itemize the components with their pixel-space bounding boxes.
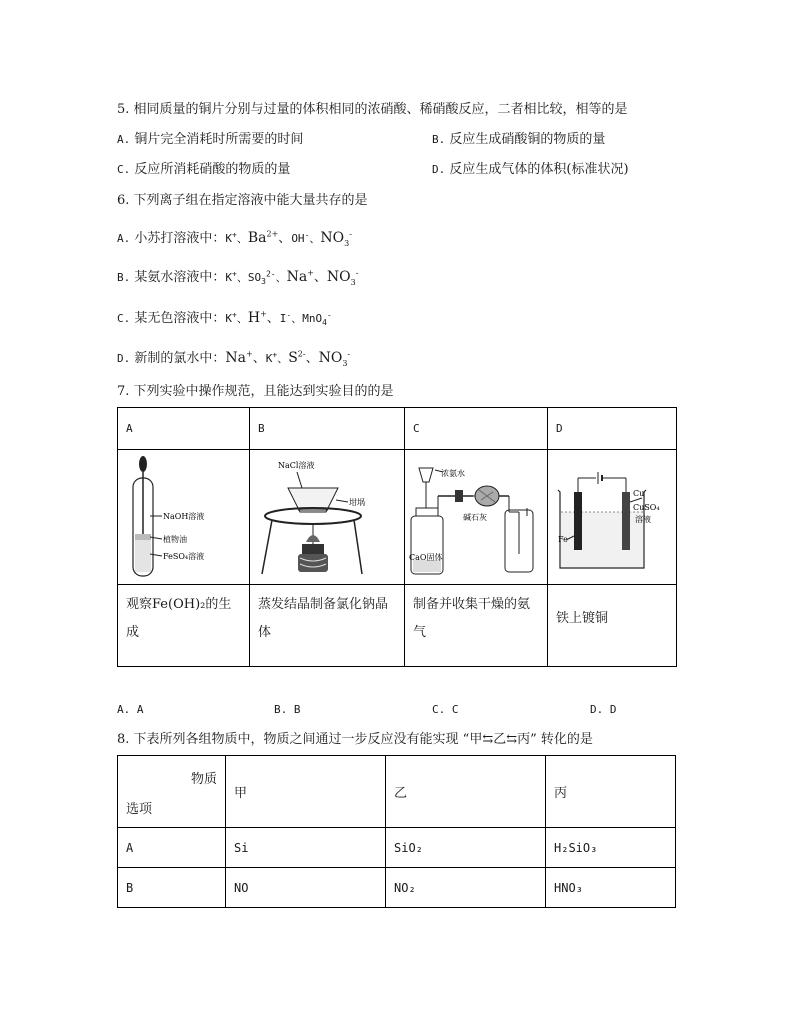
q6-option-b: B. 某氨水溶液中：K+、$SO_3^{2-}$、Na+、$NO_3^-$ bbox=[117, 268, 359, 287]
oil-label: 植物油 bbox=[163, 535, 187, 544]
q7-answer-c: C. C bbox=[432, 703, 459, 716]
q7-header-d: D bbox=[548, 408, 677, 450]
q7-table bbox=[117, 407, 677, 667]
q6-option-d: D. 新制的氯水中：Na+、K+、$S^{2-}$、$NO_3^-$ bbox=[117, 349, 351, 368]
fe-label: Fe bbox=[558, 535, 568, 544]
q7-header-c: C bbox=[405, 408, 548, 450]
q5-stem: 5. 相同质量的铜片分别与过量的体积相同的浓硝酸、稀硝酸反应，二者相比较，相等的是 bbox=[117, 102, 628, 117]
q8-cell: HNO₃ bbox=[546, 868, 676, 908]
q5-option-d: D. 反应生成气体的体积(标准状况) bbox=[432, 162, 629, 177]
naoh-label: NaOH溶液 bbox=[163, 512, 205, 521]
q7-diagram-a bbox=[118, 450, 250, 585]
q6-option-a: A. 小苏打溶液中：K+、$Ba^{2+}$、OH-、$NO_3^-$ bbox=[117, 229, 352, 248]
q8-header-option: 选项 bbox=[126, 802, 153, 817]
cu-label: Cu bbox=[633, 489, 645, 498]
q5-option-b: B. 反应生成硝酸铜的物质的量 bbox=[432, 132, 606, 147]
q7-diagram-c bbox=[405, 450, 548, 585]
q5-option-c: C. 反应所消耗硝酸的物质的量 bbox=[117, 162, 291, 177]
solution-label: 溶液 bbox=[635, 515, 651, 524]
test-tube-diagram bbox=[118, 450, 249, 580]
q8-table bbox=[117, 755, 676, 908]
evaporation-diagram bbox=[250, 450, 404, 580]
cuso4-label: CuSO₄ bbox=[633, 503, 660, 512]
ammonia-apparatus-diagram bbox=[405, 450, 547, 580]
q8-header-corner bbox=[118, 756, 226, 828]
q7-header-b: B bbox=[250, 408, 405, 450]
table-row bbox=[118, 868, 676, 908]
q8-row-option: B bbox=[118, 868, 226, 908]
q7-answer-b: B. B bbox=[274, 703, 301, 716]
q7-desc-c: 制备并收集干燥的氨气 bbox=[405, 585, 548, 667]
cao-label: CaO固体 bbox=[409, 553, 443, 562]
nacl-label: NaCl溶液 bbox=[278, 461, 315, 470]
q7-desc-b: 蒸发结晶制备氯化钠晶体 bbox=[250, 585, 405, 667]
q5-option-a: A. 铜片完全消耗时所需要的时间 bbox=[117, 132, 304, 147]
q7-diagram-b bbox=[250, 450, 405, 585]
q8-cell: H₂SiO₃ bbox=[546, 828, 676, 868]
ammonia-water-label: 浓氨水 bbox=[441, 469, 465, 478]
q7-header-a: A bbox=[118, 408, 250, 450]
q8-cell: Si bbox=[226, 828, 386, 868]
q7-desc-a: 观察Fe(OH)₂的生成 bbox=[118, 585, 250, 667]
q7-diagram-d bbox=[548, 450, 677, 585]
q7-answer-d: D. D bbox=[590, 703, 617, 716]
q8-cell: SiO₂ bbox=[386, 828, 546, 868]
q7-answer-a: A. A bbox=[117, 703, 144, 716]
feso4-label: FeSO₄溶液 bbox=[163, 552, 205, 561]
table-row bbox=[118, 828, 676, 868]
q8-row-option: A bbox=[118, 828, 226, 868]
q8-cell: NO bbox=[226, 868, 386, 908]
q8-col-bing: 丙 bbox=[546, 756, 676, 828]
q8-col-yi: 乙 bbox=[386, 756, 546, 828]
q8-header-substance: 物质 bbox=[190, 772, 217, 787]
soda-lime-label: 碱石灰 bbox=[463, 513, 487, 522]
q7-stem: 7. 下列实验中操作规范，且能达到实验目的的是 bbox=[117, 384, 394, 399]
crucible-label: 坩埚 bbox=[349, 498, 365, 507]
q8-cell: NO₂ bbox=[386, 868, 546, 908]
electroplating-diagram bbox=[548, 450, 676, 580]
q8-col-jia: 甲 bbox=[226, 756, 386, 828]
q6-option-c: C. 某无色溶液中：K+、H+、I-、MnO$_4$- bbox=[117, 309, 332, 328]
q8-stem: 8. 下表所列各组物质中，物质之间通过一步反应没有能实现 “甲⇆乙⇆丙” 转化的是 bbox=[117, 732, 593, 747]
q6-stem: 6. 下列离子组在指定溶液中能大量共存的是 bbox=[117, 193, 368, 208]
q7-desc-d: 铁上镀铜 bbox=[548, 585, 677, 667]
